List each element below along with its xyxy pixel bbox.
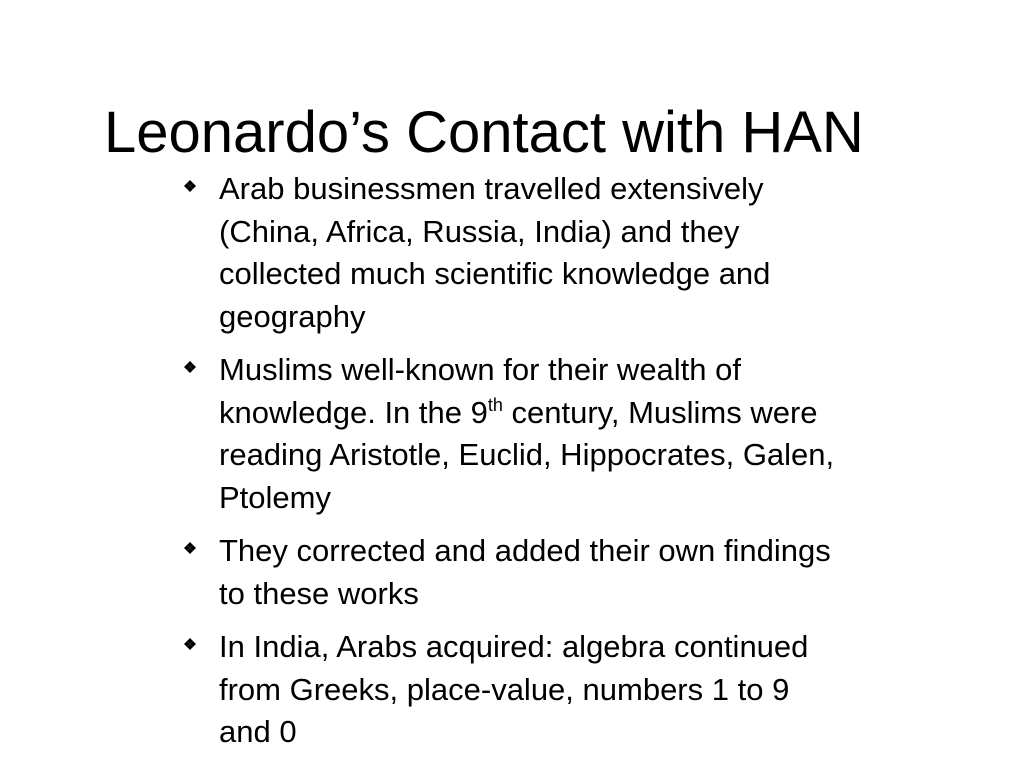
bullet-line: and 0	[219, 714, 297, 749]
bullet-line: from Greeks, place-value, numbers 1 to 9	[219, 671, 790, 707]
slide-title: Leonardo’s Contact with HAN	[104, 100, 864, 165]
bullet-line: Ptolemy	[219, 479, 331, 515]
bullet-line: geography	[219, 298, 366, 334]
bullet-item	[184, 349, 1020, 519]
diamond-four-petal-icon	[184, 638, 214, 660]
bullet-line: collected much scientific knowledge and	[219, 256, 771, 291]
bullet-line: (China, Africa, Russia, India) and they	[219, 213, 740, 249]
bullet-text: century, Muslims were	[502, 394, 818, 430]
diamond-four-petal-icon	[184, 542, 214, 564]
diamond-four-petal-icon	[184, 180, 214, 202]
bullet-item	[184, 626, 1020, 754]
bullet-line: In India, Arabs acquired: algebra continued	[219, 629, 809, 664]
bullet-line	[219, 392, 1020, 435]
bullet-line: to these works	[219, 575, 419, 611]
bullet-line: They corrected and added their own findings	[219, 533, 831, 568]
bullet-list	[184, 168, 1020, 765]
bullet-text: knowledge. In the 9	[219, 394, 488, 430]
bullet-item	[184, 530, 1020, 615]
bullet-line: Arab businessmen travelled extensively	[219, 171, 764, 206]
bullet-line: reading Aristotle, Euclid, Hippocrates, Galen,	[219, 437, 835, 472]
bullet-item	[184, 168, 1020, 338]
diamond-four-petal-icon	[184, 361, 214, 383]
bullet-line: Muslims well-known for their wealth of	[219, 352, 742, 387]
superscript-ordinal: th	[487, 394, 503, 415]
